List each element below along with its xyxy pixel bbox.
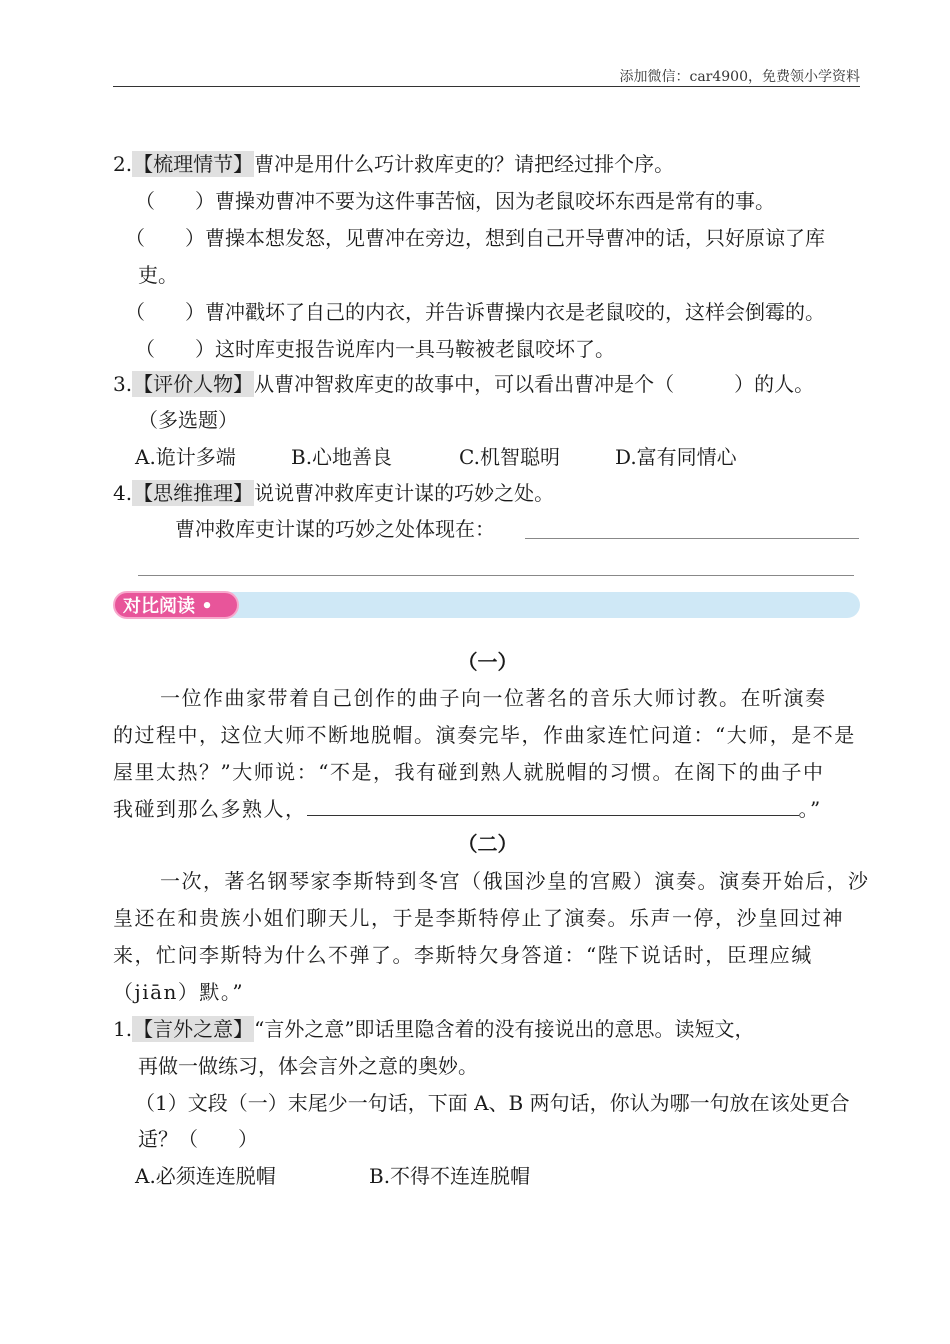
passage-1-blank[interactable] [307,797,799,816]
question-5-text-cont: 再做一做练习，体会言外之意的奥妙。 [138,1054,478,1078]
section-banner-label: 对比阅读 • [113,591,239,619]
question-number: 4. [113,481,133,505]
question-text: “言外之意”即话里隐含着的没有接说出的意思。读短文， [254,1017,755,1041]
question-text: 说说曹冲救库吏计谋的巧妙之处。 [254,481,555,505]
sequence-item-2-cont: 吏。 [138,263,178,287]
question-tag: 【评价人物】 [133,372,254,396]
option-a[interactable]: A.诡计多端 [135,445,236,469]
question-number: 2. [113,152,133,176]
header-divider [113,86,860,87]
question-number: 1. [113,1017,133,1041]
answer-prompt: 曹冲救库吏计谋的巧妙之处体现在： [175,517,495,541]
question-tag: 【梳理情节】 [133,152,254,176]
multi-choice-note: （多选题） [138,408,238,432]
sequence-item-2: （ ）曹操本想发怒，见曹冲在旁边，想到自己开导曹冲的话，只好原谅了库 [125,226,825,250]
option-a[interactable]: A.必须连连脱帽 [135,1164,276,1188]
passage-2-line-4: （jiān）默。” [113,980,245,1004]
question-2 [113,152,674,176]
passage-1-line-4-text: 我碰到那么多熟人， [113,797,307,821]
passage-1-line-3: 屋里太热？”大师说：“不是，我有碰到熟人就脱帽的习惯。在阁下的曲子中 [113,760,825,784]
question-text: 曹冲是用什么巧计救库吏的？请把经过排个序。 [254,152,675,176]
passage-1-line-2: 的过程中，这位大师不断地脱帽。演奏完毕，作曲家连忙问道：“大师，是不是 [113,723,856,747]
question-3 [113,372,814,396]
sub-question-1: （1）文段（一）末尾少一句话，下面 A、B 两句话，你认为哪一句放在该处更合 [135,1091,850,1115]
question-text: 从曹冲智救库吏的故事中，可以看出曹冲是个（ ）的人。 [254,372,815,396]
option-b[interactable]: B.不得不连连脱帽 [369,1164,531,1188]
question-4 [113,481,554,505]
answer-line-2[interactable] [138,575,854,576]
option-b[interactable]: B.心地善良 [291,445,393,469]
sequence-item-1: （ ）曹操劝曹冲不要为这件事苦恼，因为老鼠咬坏东西是常有的事。 [135,189,775,213]
passage-1-line-4-end: 。” [798,797,822,821]
passage-2-line-1: 一次，著名钢琴家李斯特到冬宫（俄国沙皇的宫殿）演奏。演奏开始后，沙 [160,869,870,893]
question-tag: 【言外之意】 [133,1017,254,1041]
sequence-item-4: （ ）这时库吏报告说库内一具马鞍被老鼠咬坏了。 [135,337,615,361]
passage-1-line-1: 一位作曲家带着自己创作的曲子向一位著名的音乐大师讨教。在听演奏 [160,686,827,710]
sub-question-1-cont: 适？（ ） [138,1127,258,1151]
question-number: 3. [113,372,133,396]
option-c[interactable]: C.机智聪明 [459,445,560,469]
question-5 [113,1017,755,1041]
passage-1-line-4 [113,797,822,821]
header-note: 添加微信：car4900，免费领小学资料 [619,69,860,85]
option-d[interactable]: D.富有同情心 [615,445,737,469]
sequence-item-3: （ ）曹冲戳坏了自己的内衣，并告诉曹操内衣是老鼠咬的，这样会倒霉的。 [125,300,825,324]
answer-line-1[interactable] [525,538,859,539]
question-tag: 【思维推理】 [133,481,254,505]
passage-2-line-3: 来，忙问李斯特为什么不弹了。李斯特欠身答道：“陛下说话时，臣理应缄 [113,943,813,967]
passage-2-title: （二） [457,832,518,856]
passage-2-line-2: 皇还在和贵族小姐们聊天儿，于是李斯特停止了演奏。乐声一停，沙皇回过神 [113,906,844,930]
passage-1-title: （一） [457,650,518,674]
